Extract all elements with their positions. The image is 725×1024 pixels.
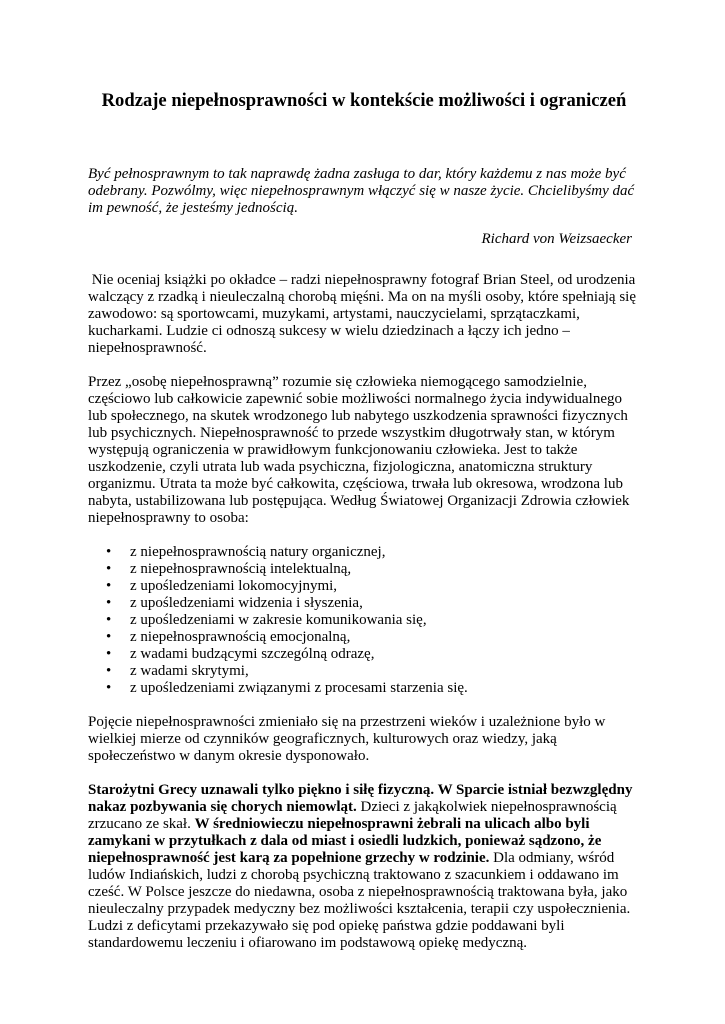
list-item: • z niepełnosprawnością intelektualną, — [88, 561, 640, 578]
list-item: • z upośledzeniami związanymi z procesami starzenia się. — [88, 680, 640, 697]
document-page — [88, 90, 640, 952]
bold-text-greece: Starożytni Grecy uznawali tylko piękno i siłę fizyczną. W Sparcie istniał bezwzględny nakaz pozbywania się chorych niemowląt. — [88, 782, 633, 815]
disability-types-list — [88, 544, 640, 697]
list-item: • z niepełnosprawnością emocjonalną, — [88, 629, 640, 646]
paragraph-history — [88, 782, 640, 952]
epigraph-quote: Być pełnosprawnym to tak naprawdę żadna zasługa to dar, który każdemu z nas może być odebrany. Pozwólmy, więc niepełnosprawnym włączyć się w nasze życie. Chcielibyśmy dać im pewność, że jesteśmy jednością. — [88, 166, 635, 216]
bold-text-middle-ages: W średniowieczu niepełnosprawni żebrali na ulicach albo byli zamykani w przytułkach z dala od miast i osiedli ludzkich, ponieważ sądzono, że niepełnosprawność jest karą za popełnione grzechy w rodzinie. — [88, 816, 602, 866]
epigraph-author: Richard von Weizsaecker — [481, 231, 632, 247]
list-item: • z upośledzeniami widzenia i słyszenia, — [88, 595, 640, 612]
list-item: • z upośledzeniami w zakresie komunikowania się, — [88, 612, 640, 629]
document-title: Rodzaje niepełnosprawności w kontekście możliwości i ograniczeń — [101, 90, 627, 111]
list-item: • z wadami budzącymi szczególną odrazę, — [88, 646, 640, 663]
list-item: • z wadami skrytymi, — [88, 663, 640, 680]
text-greece: Dzieci z jakąkolwiek niepełnosprawnością zrzucano ze skał. — [88, 799, 617, 832]
paragraph-definition: Przez „osobę niepełnosprawną” rozumie się człowieka niemogącego samodzielnie, częściowo lub całkowicie zapewnić sobie możliwości normalnego życia indywidualnego lub społecznego, na skutek wrodzonego lub nabytego uszkodzenia sprawności fizycznych lub psychicznych. Niepełnosprawność to przede wszystkim długotrwały stan, w którym występują ograniczenia w prawidłowym funkcjonowaniu człowieka. Jest to także uszkodzenie, czyli utrata lub wada psychiczna, fizjologiczna, anatomiczna struktury organizmu. Utrata ta może być całkowita, częściowa, trwała lub okresowa, wrodzona lub nabyta, ustabilizowana lub postępująca. Według Światowej Organizacji Zdrowia człowiek niepełnosprawny to osoba: — [88, 374, 630, 526]
text-modern: Dla odmiany, wśród ludów Indiańskich, ludzi z chorobą psychiczną traktowano z szacunkiem i oddawano im cześć. W Polsce jeszcze do niedawna, osoba z niepełnosprawnością traktowana była, jako nieuleczalny przypadek medyczny bez możliwości kształcenia, terapii czy uspołecznienia. Ludzi z deficytami przekazywało się pod opiekę państwa gdzie poddawani byli standardowemu leczeniu i ofiarowano im podstawową opiekę medyczną. — [88, 850, 631, 951]
paragraph-intro: Nie oceniaj książki po okładce – radzi niepełnosprawny fotograf Brian Steel, od urodzenia walczący z rzadką i nieuleczalną chorobą mięśni. Ma on na myśli osoby, które spełniają się zawodowo: są sportowcami, muzykami, artystami, nauczycielami, sprzątaczkami, kucharkami. Ludzie ci odnoszą sukcesy w wielu dziedzinach a łączy ich jedno – niepełnosprawność. — [88, 272, 636, 356]
list-item: • z niepełnosprawnością natury organicznej, — [88, 544, 640, 561]
paragraph-history-intro: Pojęcie niepełnosprawności zmieniało się na przestrzeni wieków i uzależnione było w wielkiej mierze od czynników geograficznych, kulturowych oraz wiedzy, jaką społeczeństwo w danym okresie dysponowało. — [88, 714, 606, 764]
list-item: • z upośledzeniami lokomocyjnymi, — [88, 578, 640, 595]
